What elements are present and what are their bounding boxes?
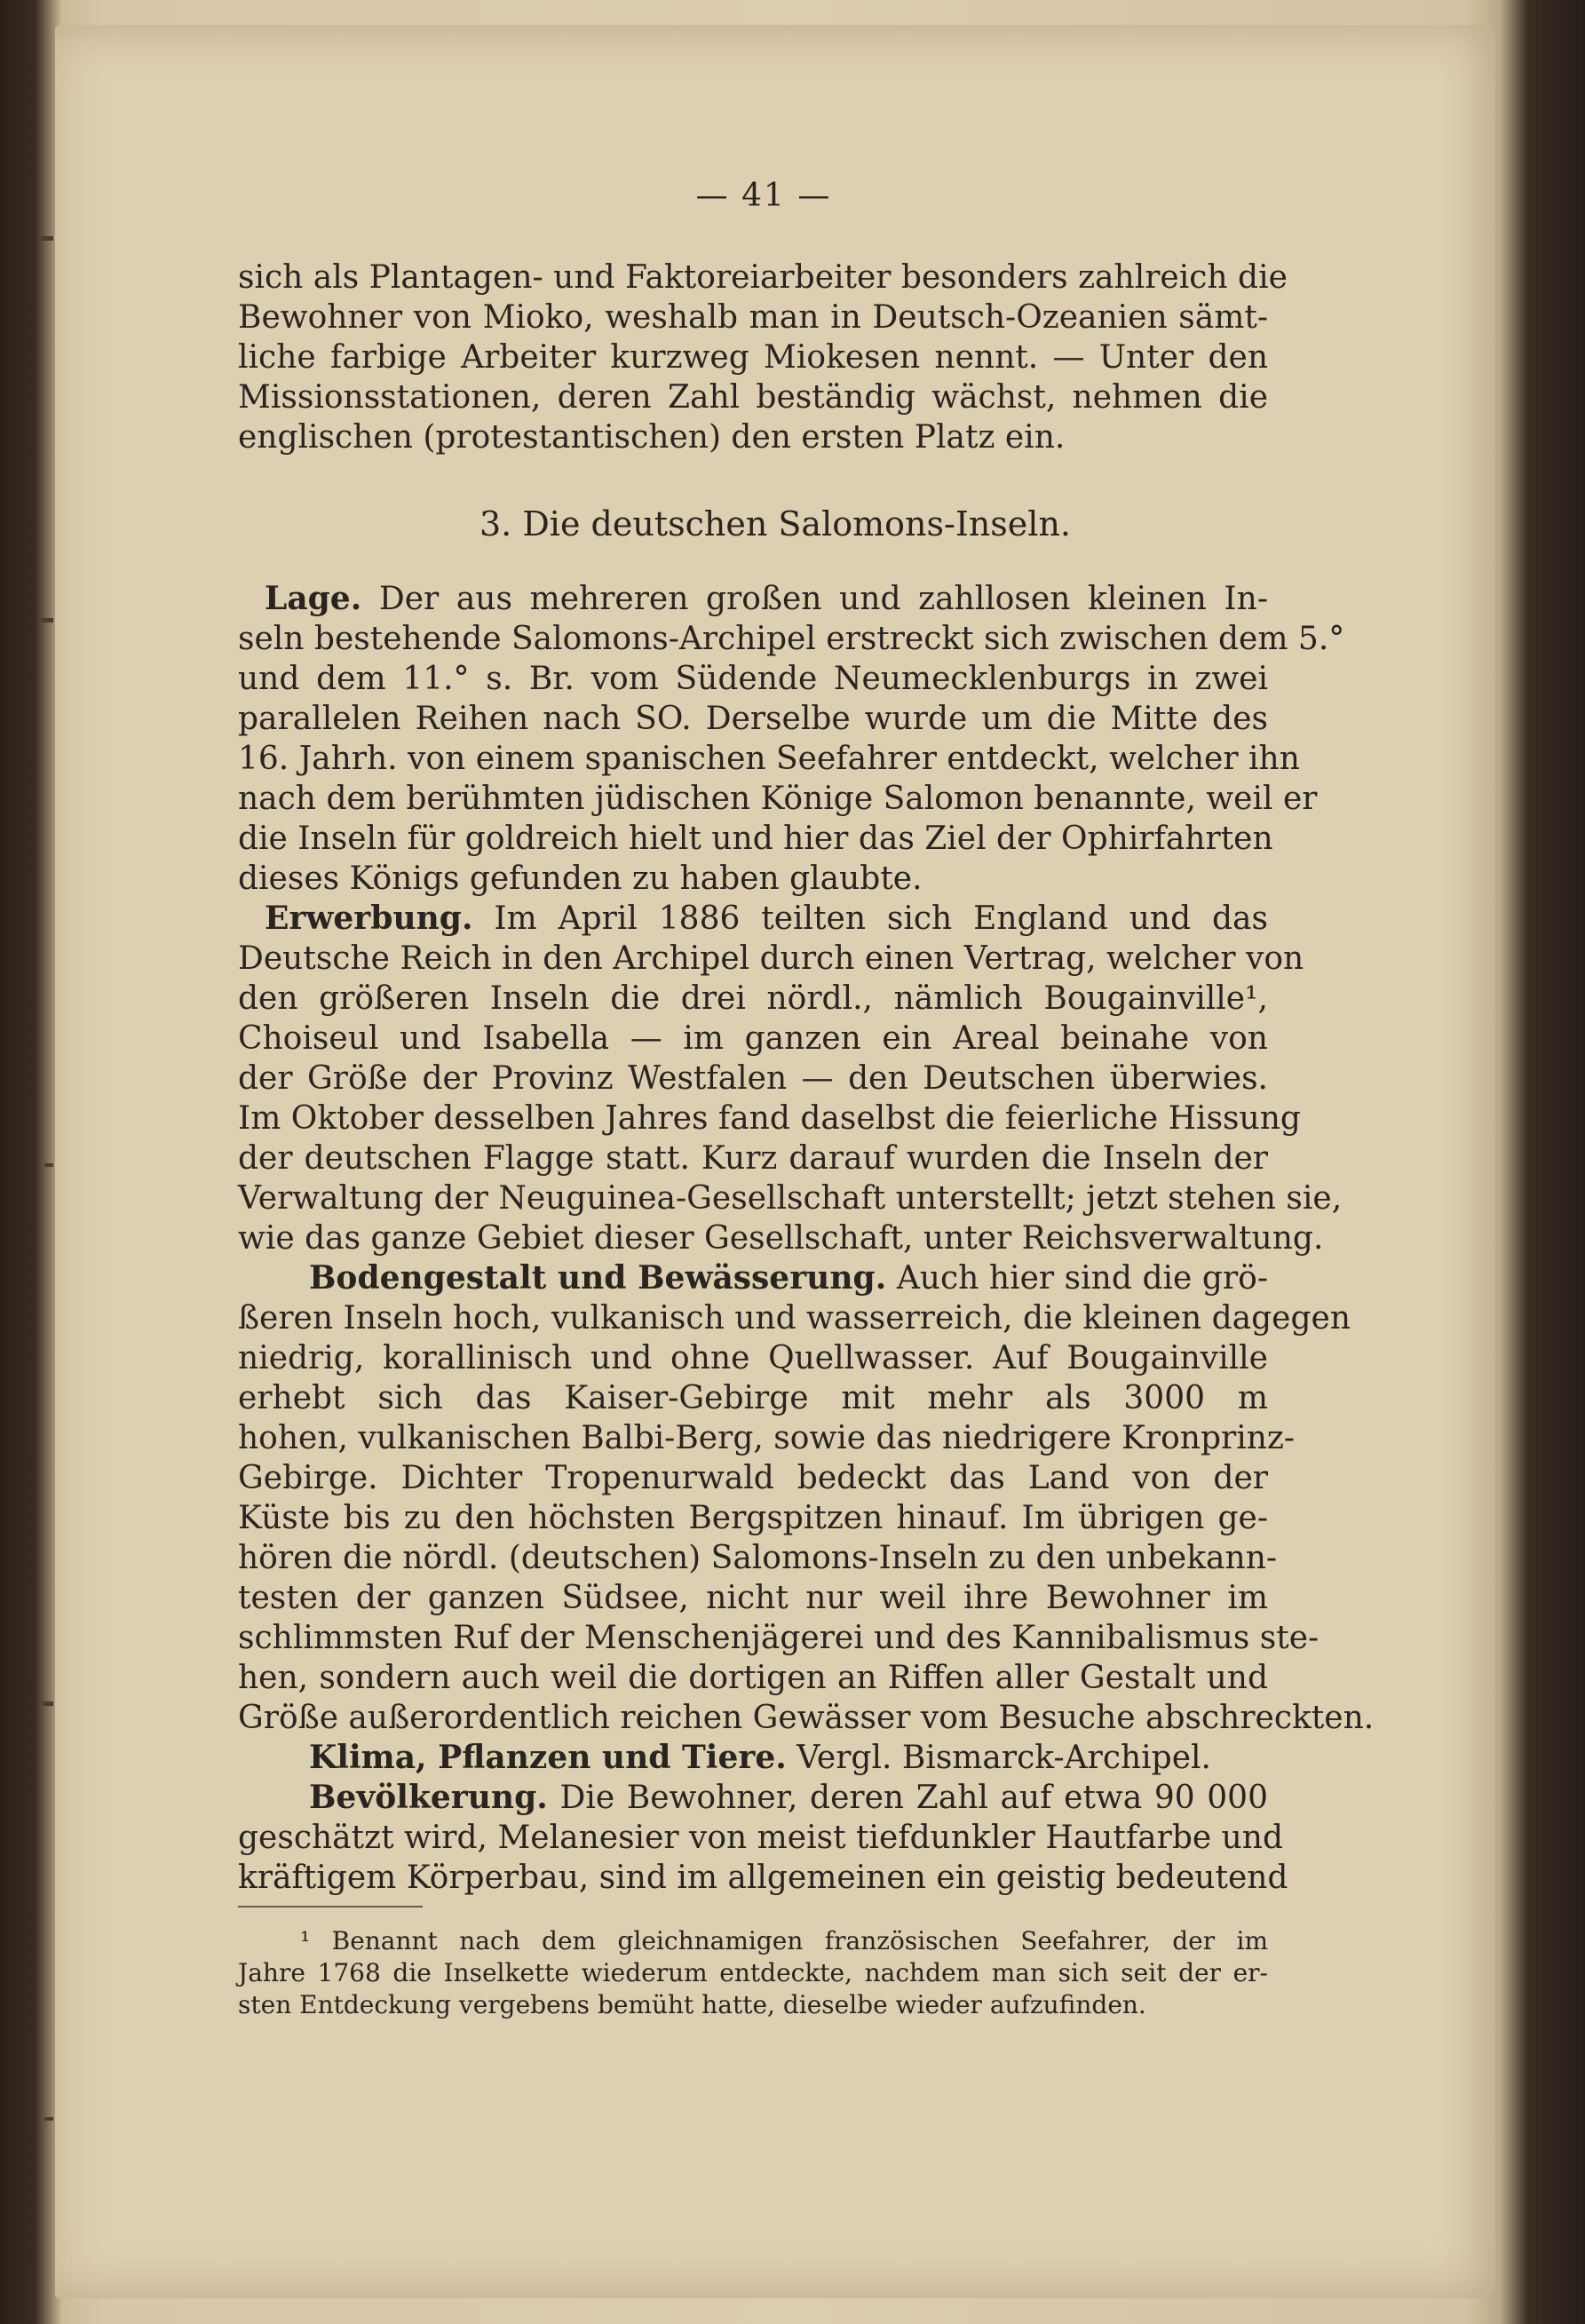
binding-mark <box>44 2117 53 2121</box>
text-line: Erwerbung. Im April 1886 teilten sich England und das <box>265 900 1268 937</box>
lage-section <box>238 579 1345 899</box>
footnote <box>238 1925 1268 2021</box>
text-line: den größeren Inseln die drei nördl., nämlich Bougainville¹, <box>238 980 1268 1017</box>
klima-title: Klima, Pflanzen und Tiere. <box>309 1739 787 1776</box>
text-line: sich als Plantagen- und Faktoreiarbeiter besonders zahlreich die <box>238 259 1288 296</box>
text-line: der Größe der Provinz Westfalen — den Deutschen überwies. <box>238 1060 1268 1097</box>
text-line: Bodengestalt und Bewässerung. Auch hier sind die grö- <box>309 1259 1268 1297</box>
text-line: Choiseul und Isabella — im ganzen ein Areal beinahe von <box>238 1020 1268 1057</box>
text-line: hören die nördl. (deutschen) Salomons-Inseln zu den unbekann- <box>238 1540 1278 1576</box>
footnote-line: sten Entdeckung vergebens bemüht hatte, dieselbe wieder aufzufinden. <box>238 1990 1146 2019</box>
text-line: 16. Jahrh. von einem spanischen Seefahrer entdeckt, welcher ihn <box>238 741 1300 777</box>
text-line: erhebt sich das Kaiser-Gebirge mit mehr als 3000 m <box>238 1380 1268 1416</box>
footnote-line: Jahre 1768 die Inselkette wiederum entdeckte, nachdem man sich seit der er- <box>238 1958 1268 1987</box>
lage-title: Lage. <box>265 580 362 617</box>
text-line: wie das ganze Gebiet dieser Gesellschaft, unter Reichsverwaltung. <box>238 1220 1324 1257</box>
text-line: der deutschen Flagge statt. Kurz darauf wurden die Inseln der <box>238 1140 1268 1177</box>
text-line: Bevölkerung. Die Bewohner, deren Zahl auf etwa 90 000 <box>309 1779 1268 1816</box>
text-line: parallelen Reihen nach SO. Derselbe wurde um die Mitte des <box>238 701 1268 737</box>
footnote-line: ¹ Benannt nach dem gleichnamigen französischen Seefahrer, der im <box>300 1926 1268 1955</box>
bodengestalt-title: Bodengestalt und Bewässerung. <box>309 1259 887 1297</box>
text-line: testen der ganzen Südsee, nicht nur weil ihre Bewohner im <box>238 1580 1268 1616</box>
text-line: liche farbige Arbeiter kurzweg Miokesen nennt. — Unter den <box>238 339 1268 376</box>
text-line: Küste bis zu den höchsten Bergspitzen hinauf. Im übrigen ge- <box>238 1500 1268 1536</box>
text-line: Missionsstationen, deren Zahl beständig wächst, nehmen die <box>238 379 1268 416</box>
text-line: kräftigem Körperbau, sind im allgemeinen ein geistig bedeutend <box>238 1860 1288 1896</box>
bodengestalt-section <box>238 1258 1375 1738</box>
text-line: dieses Königs gefunden zu haben glaubte. <box>238 861 923 897</box>
binding-mark <box>41 618 53 623</box>
erwerbung-title: Erwerbung. <box>265 900 473 937</box>
text-line: Im Oktober desselben Jahres fand daselbst die feierliche Hissung <box>238 1100 1301 1137</box>
bevoelkerung-title: Bevölkerung. <box>309 1779 548 1816</box>
text-line: schlimmsten Ruf der Menschenjägerei und des Kannibalismus ste- <box>238 1620 1320 1656</box>
klima-section <box>238 1738 1268 1778</box>
text-line: Verwaltung der Neuguinea-Gesellschaft unterstellt; jetzt stehen sie, <box>238 1180 1343 1217</box>
text-line: hohen, vulkanischen Balbi-Berg, sowie das niedrigere Kronprinz- <box>238 1420 1296 1456</box>
opening-paragraph <box>238 258 1288 457</box>
text-line: die Inseln für goldreich hielt und hier das Ziel der Ophirfahrten <box>238 821 1273 857</box>
text-line: nach dem berühmten jüdischen Könige Salomon benannte, weil er <box>238 781 1318 817</box>
text-line: seln bestehende Salomons-Archipel erstreckt sich zwischen dem 5.° <box>238 621 1345 657</box>
section-heading: 3. Die deutschen Salomons-Inseln. <box>479 504 1072 543</box>
page-number: — 41 — <box>695 178 832 214</box>
footnote-divider <box>238 1906 423 1908</box>
text-line: Größe außerordentlich reichen Gewässer vom Besuche abschreckten. <box>238 1700 1375 1736</box>
binding-mark <box>41 236 53 241</box>
text-line: Lage. Der aus mehreren großen und zahllosen kleinen In- <box>265 580 1268 617</box>
text-line: niedrig, korallinisch und ohne Quellwasser. Auf Bougainville <box>238 1340 1268 1376</box>
text-line: und dem 11.° s. Br. vom Südende Neumecklenburgs in zwei <box>238 661 1268 697</box>
text-line: Gebirge. Dichter Tropenurwald bedeckt das Land von der <box>238 1460 1268 1496</box>
bevoelkerung-section <box>238 1778 1288 1898</box>
text-line: ßeren Inseln hoch, vulkanisch und wasserreich, die kleinen dagegen <box>238 1300 1351 1336</box>
text-line: englischen (protestantischen) den ersten Platz ein. <box>238 419 1066 456</box>
binding-mark <box>44 1163 53 1167</box>
text-line: Klima, Pflanzen und Tiere. Vergl. Bismarck-Archipel. <box>309 1739 1211 1776</box>
text-line: Deutsche Reich in den Archipel durch einen Vertrag, welcher von <box>238 940 1304 977</box>
binding-mark <box>43 1701 53 1706</box>
erwerbung-section <box>238 899 1343 1258</box>
text-line: geschätzt wird, Melanesier von meist tiefdunkler Hautfarbe und <box>238 1820 1284 1856</box>
text-line: Bewohner von Mioko, weshalb man in Deutsch-Ozeanien sämt- <box>238 299 1268 336</box>
text-line: hen, sondern auch weil die dortigen an Riffen aller Gestalt und <box>238 1660 1268 1696</box>
